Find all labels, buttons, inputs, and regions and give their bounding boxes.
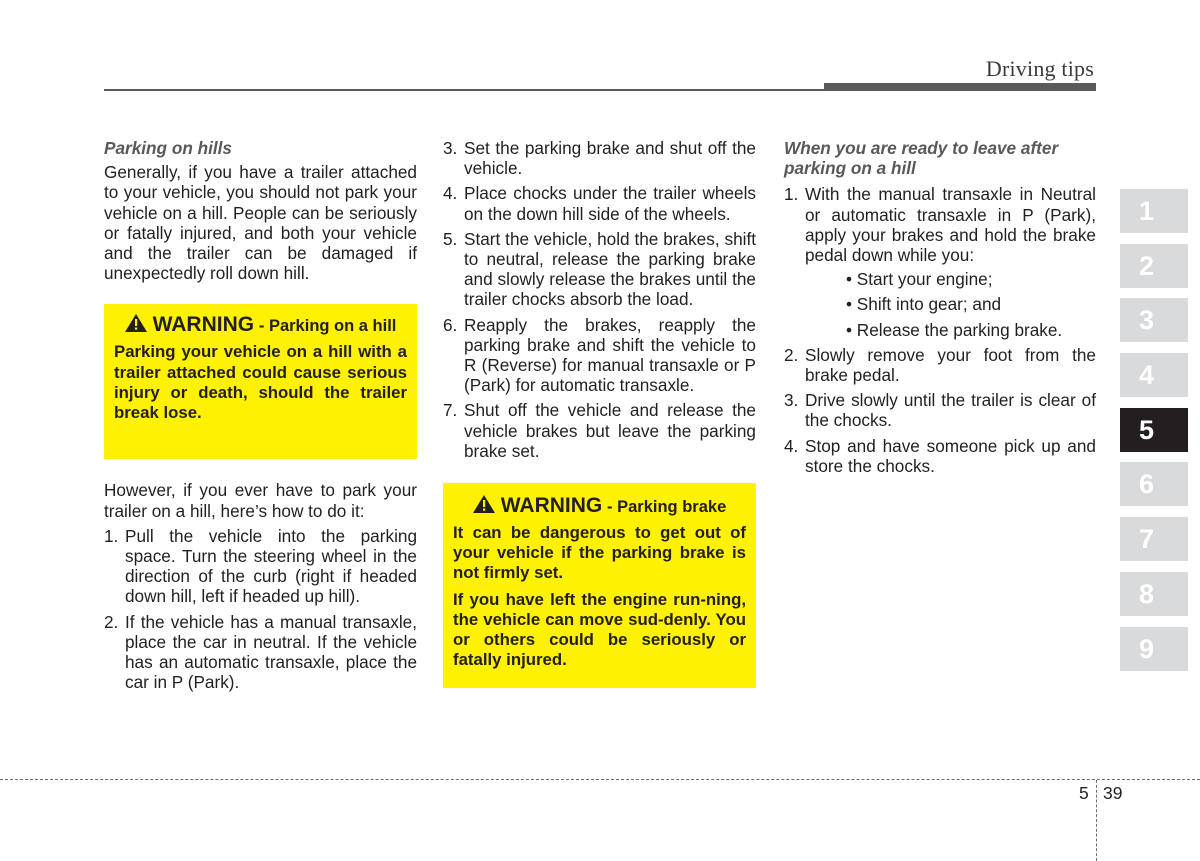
middle-column	[443, 138, 756, 688]
warning-body: Parking your vehicle on a hill with a trailer attached could cause serious injury or death, should the trailer break lose.	[114, 342, 407, 423]
chapter-tabs	[1120, 189, 1188, 681]
steps-list-left	[104, 526, 417, 693]
warning-body-2: If you have left the engine run-ning, the vehicle can move sud-denly. You or others could be seriously or fatally injured.	[453, 589, 746, 670]
chapter-tab-2[interactable]: 2	[1120, 244, 1188, 288]
list-item: 3. Set the parking brake and shut off the vehicle.	[443, 138, 756, 179]
chapter-tab-7[interactable]: 7	[1120, 517, 1188, 561]
chapter-tab-3[interactable]: 3	[1120, 298, 1188, 342]
warning-label: WARNING	[500, 494, 603, 518]
list-item: 7. Shut off the vehicle and release the vehicle brakes but leave the parking brake set.	[443, 400, 756, 461]
warning-triangle-icon	[473, 495, 495, 513]
bullet-item: • Start your engine;	[846, 269, 993, 290]
parking-on-hills-heading: Parking on hills	[104, 138, 232, 158]
list-item: 4. Place chocks under the trailer wheels on the down hill side of the wheels.	[443, 183, 756, 224]
list-item: 6. Reapply the brakes, reapply the parking brake and shift the vehicle to R (Reverse) for manual transaxle or P (Park) for automatic transaxle.	[443, 314, 756, 396]
warning-topic: - Parking on a hill	[258, 317, 397, 336]
chapter-tab-9[interactable]: 9	[1120, 627, 1188, 671]
steps-list-right	[784, 184, 1096, 476]
chapter-tab-5[interactable]: 5	[1120, 408, 1188, 452]
list-item: 2. Slowly remove your foot from the brake pedal.	[784, 344, 1096, 386]
chapter-tab-8[interactable]: 8	[1120, 572, 1188, 616]
leave-after-parking-heading: When you are ready to leave after parking on a hill	[784, 138, 1059, 179]
list-item: 1. Pull the vehicle into the parking space. Turn the steering wheel in the direction of the curb (right if headed down hill, left if headed up hill).	[104, 525, 417, 607]
list-item: 4. Stop and have someone pick up and store the chocks.	[784, 435, 1096, 476]
footer-rule	[0, 779, 1200, 780]
chapter-tab-1[interactable]: 1	[1120, 189, 1188, 233]
right-column	[784, 138, 1096, 481]
warning-label: WARNING	[152, 313, 255, 337]
chapter-tab-6[interactable]: 6	[1120, 462, 1188, 506]
steps-list-middle	[443, 138, 756, 461]
list-item: 2. If the vehicle has a manual transaxle, place the car in neutral. If the vehicle has an automatic transaxle, place the car in P (Park).	[104, 611, 417, 693]
section-title: Driving tips	[985, 56, 1094, 81]
warning-box-parking-hill	[104, 304, 417, 459]
list-item: 3. Drive slowly until the trailer is clear of the chocks.	[784, 390, 1096, 431]
page-number: 39	[1103, 783, 1123, 803]
left-column	[104, 138, 417, 697]
warning-body-1: It can be dangerous to get out of your vehicle if the parking brake is not firmly set.	[453, 523, 746, 583]
warning-triangle-icon	[125, 314, 147, 332]
bullet-item: • Release the parking brake.	[846, 319, 1063, 340]
however-paragraph: However, if you ever have to park your trailer on a hill, here’s how to do it:	[104, 480, 417, 521]
chapter-number: 5	[1079, 783, 1089, 803]
footer-divider	[1096, 780, 1097, 861]
warning-heading	[453, 495, 746, 517]
warning-box-parking-brake	[443, 483, 756, 688]
list-item: 1. With the manual transaxle in Neutral or automatic transaxle in P (Park), apply your brakes and hold the brake pedal down while you: • Start your engine; • Shift into gear; and • Release the parking brake.	[784, 184, 1096, 340]
warning-heading	[114, 314, 407, 336]
intro-paragraph: Generally, if you have a trailer attached to your vehicle, you should not park your vehicle on a hill. People can be seriously or fatally injured, and both your vehicle and the trailer can be damaged if unexpectedly roll down hill.	[104, 162, 417, 284]
warning-topic: - Parking brake	[607, 498, 727, 517]
bullet-list	[825, 269, 1096, 340]
bullet-item: • Shift into gear; and	[846, 294, 1002, 315]
list-item: 5. Start the vehicle, hold the brakes, shift to neutral, release the parking brake and slowly release the brakes until the trailer chocks absorb the load.	[443, 228, 756, 310]
chapter-tab-4[interactable]: 4	[1120, 353, 1188, 397]
header-rule-accent	[824, 83, 1096, 90]
